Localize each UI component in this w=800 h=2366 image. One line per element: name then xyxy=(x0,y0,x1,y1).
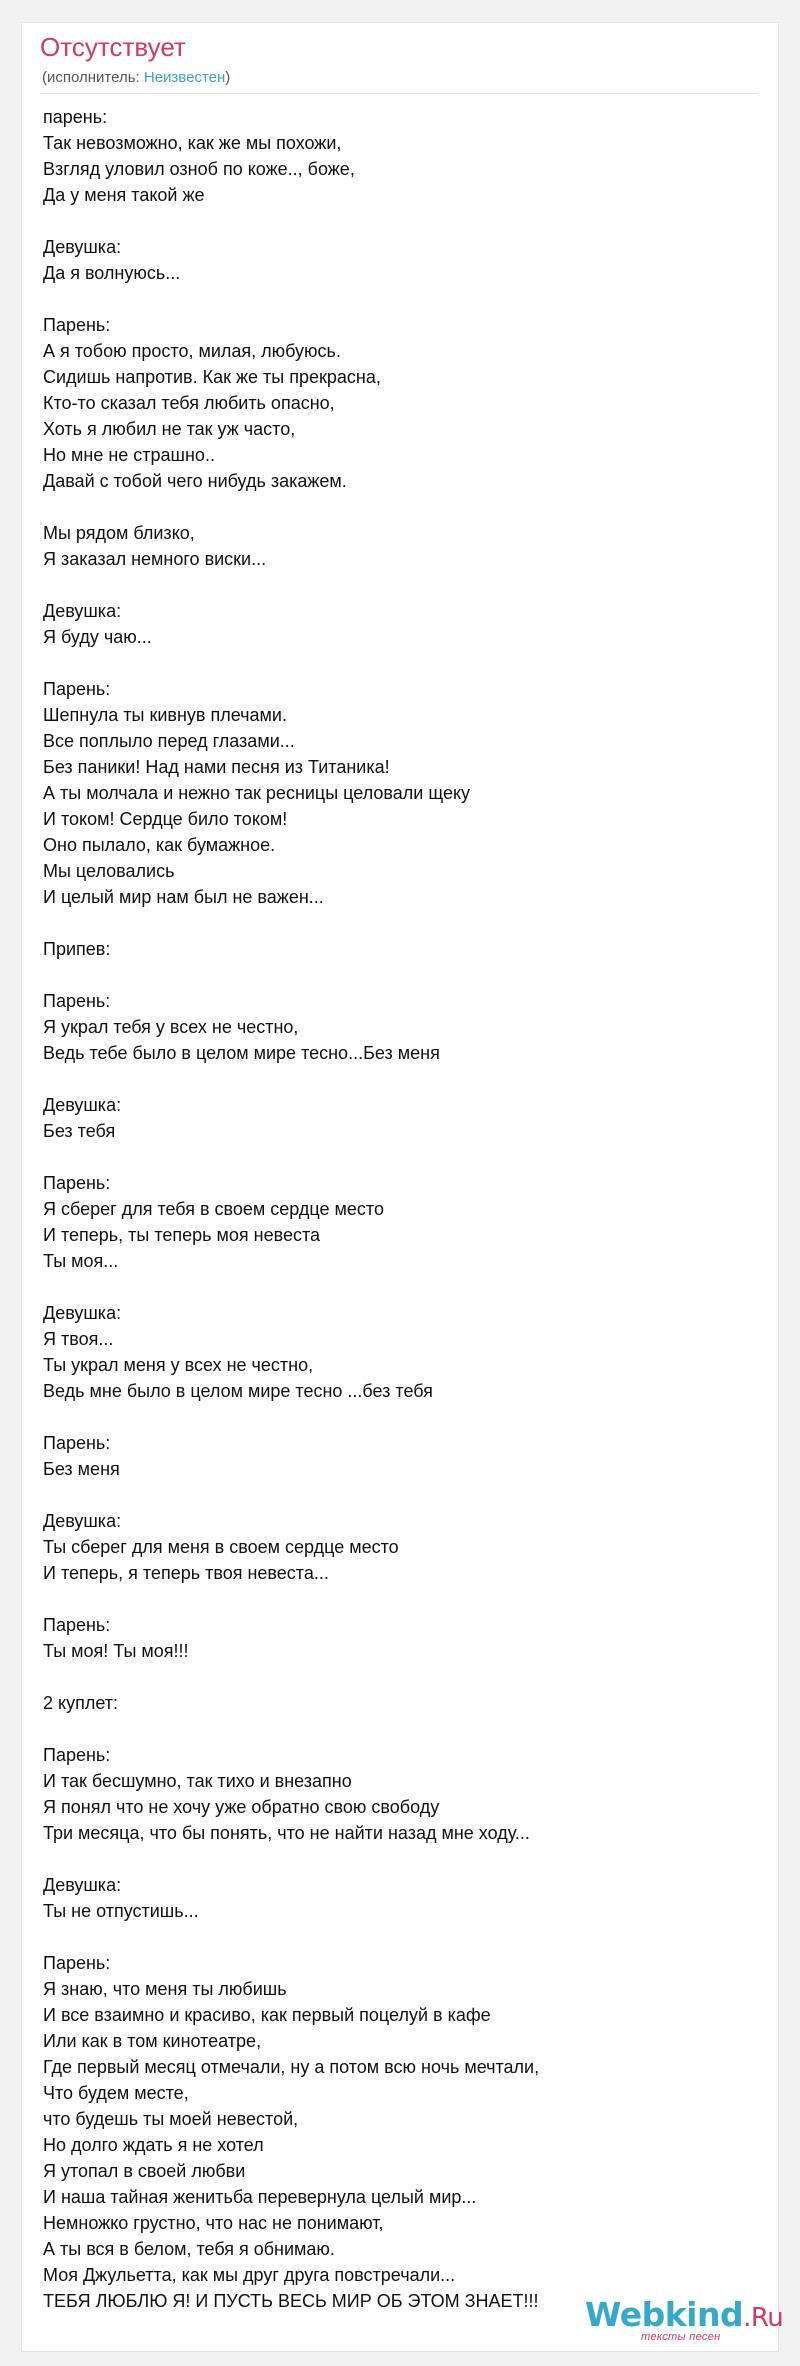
lyric-line: Девушка: xyxy=(43,1511,122,1531)
lyric-blank-line xyxy=(43,494,763,520)
lyric-line: Да у меня такой же xyxy=(43,185,205,205)
lyric-line: Я украл тебя у всех не честно, xyxy=(43,1017,299,1037)
lyric-line: Ты моя... xyxy=(43,1251,119,1271)
lyric-line: парень: xyxy=(43,107,108,127)
lyric-blank-line xyxy=(43,1716,763,1742)
lyric-line: Я понял что не хочу уже обратно свою свободу xyxy=(43,1797,440,1817)
lyric-blank-line xyxy=(43,286,763,312)
lyric-line: Девушка: xyxy=(43,1095,122,1115)
lyric-blank-line xyxy=(43,1846,763,1872)
lyric-line: Я буду чаю... xyxy=(43,627,152,647)
lyric-line: Парень: xyxy=(43,1745,111,1765)
artist-link[interactable]: Неизвестен xyxy=(143,69,226,86)
lyric-line: Ведь мне было в целом мире тесно ...без тебя xyxy=(43,1381,433,1401)
lyric-line: Парень: xyxy=(43,1615,111,1635)
lyric-line: Я заказал немного виски... xyxy=(43,549,267,569)
lyric-line: Девушка: xyxy=(43,601,122,621)
artist-suffix: ) xyxy=(225,69,231,86)
lyric-blank-line xyxy=(43,910,763,936)
lyric-line: И наша тайная женитьба перевернула целый мир... xyxy=(43,2187,477,2207)
lyric-line: Парень: xyxy=(43,1433,111,1453)
watermark-tagline: тексты песен xyxy=(641,2331,721,2343)
lyric-line: Девушка: xyxy=(43,1875,122,1895)
lyric-line: Мы рядом близко, xyxy=(43,523,195,543)
lyric-blank-line xyxy=(43,1144,763,1170)
lyric-line: Парень: xyxy=(43,679,111,699)
lyric-blank-line xyxy=(43,1404,763,1430)
artist-line xyxy=(42,68,230,88)
lyric-line: Но долго ждать я не хотел xyxy=(43,2135,264,2155)
lyric-line: Без меня xyxy=(43,1459,120,1479)
lyric-blank-line xyxy=(43,1586,763,1612)
lyric-line: Все поплыло перед глазами... xyxy=(43,731,295,751)
watermark-domain: .Ru xyxy=(743,2303,784,2333)
lyric-line: ТЕБЯ ЛЮБЛЮ Я! И ПУСТЬ ВЕСЬ МИР ОБ ЭТОМ ЗНАЕТ!!! xyxy=(43,2291,539,2311)
lyrics-body xyxy=(43,104,763,2314)
lyric-line: И теперь, ты теперь моя невеста xyxy=(43,1225,321,1245)
lyric-line: Мы целовались xyxy=(43,861,175,881)
header-divider xyxy=(40,93,758,94)
lyric-line: Ты моя! Ты моя!!! xyxy=(43,1641,189,1661)
lyric-line: Давай с тобой чего нибудь закажем. xyxy=(43,471,347,491)
lyric-line: Ты украл меня у всех не честно, xyxy=(43,1355,314,1375)
lyric-blank-line xyxy=(43,1482,763,1508)
lyric-line: Немножко грустно, что нас не понимают, xyxy=(43,2213,384,2233)
lyric-line: Сидишь напротив. Как же ты прекрасна, xyxy=(43,367,381,387)
song-title: Отсутствует xyxy=(40,32,186,62)
lyric-line: Без паники! Над нами песня из Титаника! xyxy=(43,757,390,777)
lyric-line: Я знаю, что меня ты любишь xyxy=(43,1979,287,1999)
lyric-line: Я утопал в своей любви xyxy=(43,2161,246,2181)
lyric-line: что будешь ты моей невестой, xyxy=(43,2109,299,2129)
webkind-watermark xyxy=(585,2295,784,2346)
lyric-line: Я сберег для тебя в своем сердце место xyxy=(43,1199,384,1219)
lyric-line: Я твоя... xyxy=(43,1329,114,1349)
lyric-line: Но мне не страшно.. xyxy=(43,445,215,465)
lyric-blank-line xyxy=(43,1924,763,1950)
lyric-blank-line xyxy=(43,1274,763,1300)
lyric-line: Парень: xyxy=(43,1953,111,1973)
lyric-line: Девушка: xyxy=(43,1303,122,1323)
lyric-line: Взгляд уловил озноб по коже.., боже, xyxy=(43,159,355,179)
lyric-line: Хоть я любил не так уж часто, xyxy=(43,419,296,439)
lyric-blank-line xyxy=(43,962,763,988)
artist-prefix: (исполнитель: xyxy=(42,69,144,86)
lyric-line: А ты вся в белом, тебя я обнимаю. xyxy=(43,2239,335,2259)
lyric-line: Где первый месяц отмечали, ну а потом всю ночь мечтали, xyxy=(43,2057,540,2077)
lyric-line: Парень: xyxy=(43,991,111,1011)
lyric-blank-line xyxy=(43,1664,763,1690)
lyric-line: Так невозможно, как же мы похожи, xyxy=(43,133,342,153)
lyric-line: И теперь, я теперь твоя невеста... xyxy=(43,1563,329,1583)
lyric-line: Моя Джульетта, как мы друг друга повстречали... xyxy=(43,2265,456,2285)
lyric-blank-line xyxy=(43,208,763,234)
lyric-line: И целый мир нам был не важен... xyxy=(43,887,324,907)
lyric-line: И током! Сердце било током! xyxy=(43,809,288,829)
lyric-line: Три месяца, что бы понять, что не найти назад мне ходу... xyxy=(43,1823,530,1843)
lyric-line: Ведь тебе было в целом мире тесно...Без меня xyxy=(43,1043,440,1063)
lyric-line: Шепнула ты кивнув плечами. xyxy=(43,705,287,725)
lyric-line: Парень: xyxy=(43,1173,111,1193)
lyric-line: И все взаимно и красиво, как первый поцелуй в кафе xyxy=(43,2005,491,2025)
lyric-blank-line xyxy=(43,1066,763,1092)
lyric-line: Или как в том кинотеатре, xyxy=(43,2031,262,2051)
lyric-line: Кто-то сказал тебя любить опасно, xyxy=(43,393,335,413)
lyric-line: Да я волнуюсь... xyxy=(43,263,181,283)
lyric-blank-line xyxy=(43,650,763,676)
lyric-line: Парень: xyxy=(43,315,111,335)
lyric-line: А ты молчала и нежно так ресницы целовали щеку xyxy=(43,783,471,803)
lyric-line: Девушка: xyxy=(43,237,122,257)
lyric-line: Оно пылало, как бумажное. xyxy=(43,835,276,855)
lyric-line: И так бесшумно, так тихо и внезапно xyxy=(43,1771,352,1791)
lyric-line: Ты не отпустишь... xyxy=(43,1901,199,1921)
lyric-line: 2 куплет: xyxy=(43,1693,118,1713)
lyric-line: Ты сберег для меня в своем сердце место xyxy=(43,1537,399,1557)
watermark-brand: Webkind xyxy=(585,2295,744,2334)
lyric-line: Без тебя xyxy=(43,1121,116,1141)
lyric-blank-line xyxy=(43,572,763,598)
lyric-line: Что будем месте, xyxy=(43,2083,189,2103)
lyric-line: Припев: xyxy=(43,939,111,959)
lyric-line: А я тобою просто, милая, любуюсь. xyxy=(43,341,341,361)
